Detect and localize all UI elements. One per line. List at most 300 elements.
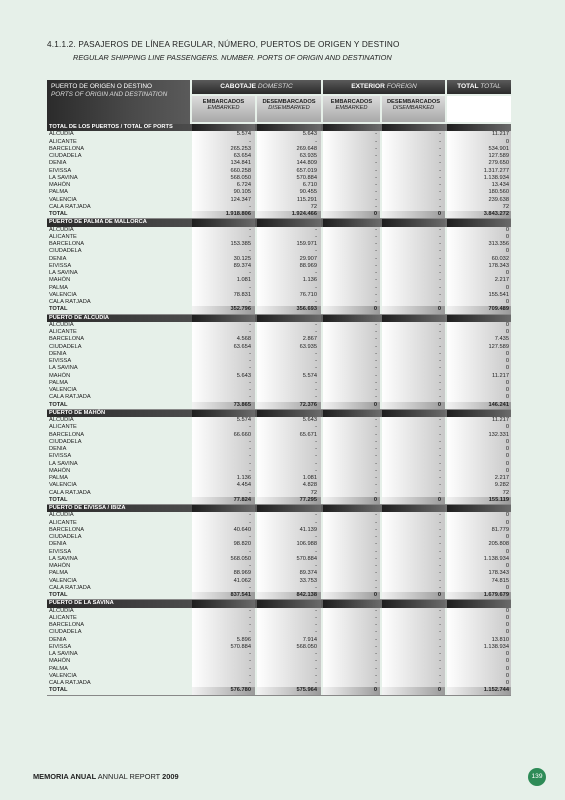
value-cell: - [315, 321, 317, 328]
table-row [47, 520, 511, 527]
value-cell: - [375, 343, 377, 350]
port-name: LA SAVINA [49, 651, 78, 657]
table-header [47, 80, 511, 124]
value-cell: - [249, 284, 251, 291]
port-name: CALA RATJADA [49, 299, 91, 305]
value-cell: - [375, 387, 377, 393]
total-label: TOTAL [49, 401, 68, 408]
value-cell: 0 [505, 534, 509, 540]
value-cell: - [315, 622, 317, 628]
value-cell: 178.343 [488, 262, 509, 269]
section-cell-background [257, 505, 321, 512]
value-cell: 81.779 [491, 526, 509, 533]
value-cell: 2.867 [302, 336, 317, 343]
value-cell: 13.810 [491, 636, 509, 643]
value-cell: 279.650 [488, 160, 509, 167]
value-cell: - [439, 607, 441, 614]
value-cell: 4.454 [236, 482, 251, 489]
value-cell: 3.843.272 [483, 211, 509, 217]
value-cell: 6.724 [236, 182, 251, 188]
port-name: CALA RATJADA [49, 203, 91, 210]
value-cell: - [249, 350, 251, 357]
section-header-row [47, 505, 511, 512]
value-cell: - [375, 379, 377, 386]
value-cell: - [439, 350, 441, 357]
value-cell: 2.217 [494, 277, 509, 284]
section-cell-background [192, 410, 255, 417]
table-row [47, 256, 511, 263]
value-cell: - [375, 453, 377, 460]
port-name: PALMA [49, 570, 68, 577]
value-cell: - [315, 233, 317, 240]
page-title: 4.1.1.2. PASAJEROS DE LÍNEA REGULAR, NÚMERO, PUERTOS DE ORIGEN Y DESTINO [47, 40, 400, 49]
section-cell-background [447, 410, 511, 417]
value-cell: 144.809 [296, 160, 317, 167]
value-cell: 0 [505, 512, 509, 519]
total-label: TOTAL [49, 211, 68, 217]
value-cell: - [439, 548, 441, 555]
value-cell: - [375, 277, 377, 284]
value-cell: 11.217 [492, 417, 509, 423]
value-cell: 76.710 [299, 291, 317, 298]
value-cell: 63.935 [299, 153, 317, 159]
table-row [47, 446, 511, 453]
value-cell: - [249, 365, 251, 372]
value-cell: 90.105 [233, 189, 251, 196]
port-name: MAHÓN [49, 563, 71, 569]
value-cell: 0 [505, 358, 509, 364]
total-label: TOTAL [457, 83, 479, 90]
value-cell: 146.241 [488, 401, 509, 408]
value-cell: - [439, 417, 441, 423]
cabotaje-label: CABOTAJE [220, 83, 257, 90]
value-cell: - [439, 343, 441, 350]
value-cell: 153.385 [230, 241, 251, 247]
table-row [47, 277, 511, 284]
value-cell: 127.589 [488, 153, 509, 159]
table-row [47, 299, 511, 306]
port-name: PALMA [49, 189, 68, 196]
footer-bold: MEMORIA ANUAL [33, 772, 97, 781]
port-name: ALCUDIA [49, 607, 74, 614]
value-cell: 72 [502, 203, 509, 210]
value-cell: 124.347 [230, 196, 251, 203]
value-cell: - [439, 262, 441, 269]
value-cell: - [375, 365, 377, 372]
table-row [47, 322, 511, 329]
table-row [47, 285, 511, 292]
value-cell: 0 [505, 350, 509, 357]
table-row [47, 644, 511, 651]
port-name: PALMA [49, 284, 68, 291]
section-cell-background [323, 600, 380, 607]
value-cell: 78.831 [233, 291, 251, 298]
port-name: ALCUDIA [49, 512, 74, 519]
value-cell: 41.062 [233, 577, 251, 584]
table-row [47, 292, 511, 299]
value-cell: 0 [505, 548, 509, 555]
table-row [47, 563, 511, 570]
value-cell: - [375, 233, 377, 240]
value-cell: - [375, 189, 377, 196]
value-cell: - [375, 665, 377, 672]
table-row [47, 365, 511, 372]
value-cell: - [249, 226, 251, 233]
value-cell: 1.918.806 [225, 211, 251, 217]
value-cell: - [439, 233, 441, 240]
table-row [47, 351, 511, 358]
table-row [47, 270, 511, 277]
port-name: MAHÓN [49, 372, 71, 379]
section-cell-background [447, 505, 511, 512]
value-cell: 40.640 [233, 526, 251, 533]
table-row [47, 622, 511, 629]
value-cell: - [439, 394, 441, 401]
section-cell-background [382, 124, 445, 131]
value-cell: 0 [505, 284, 509, 291]
value-cell: 65.671 [299, 431, 317, 438]
table-row [47, 234, 511, 241]
table-total-row [47, 687, 511, 695]
value-cell: 72 [310, 489, 317, 496]
port-name: ALICANTE [49, 614, 77, 621]
port-name: PALMA [49, 379, 68, 386]
value-cell: - [439, 453, 441, 460]
port-name: CIUDADELA [49, 153, 82, 159]
value-cell: 0 [505, 233, 509, 240]
table-row [47, 241, 511, 248]
section-cell-background [447, 315, 511, 322]
value-cell: 534.901 [488, 145, 509, 152]
value-cell: - [439, 131, 441, 138]
value-cell: 0 [373, 496, 377, 503]
port-name: PUERTO DE PALMA DE MALLORCA [49, 219, 147, 226]
value-cell: 5.643 [236, 372, 251, 379]
port-name: MAHÓN [49, 658, 71, 665]
section-header-row [47, 219, 511, 226]
table-row [47, 637, 511, 644]
port-name: LA SAVINA [49, 460, 78, 467]
table-row [47, 204, 511, 211]
value-cell: - [375, 636, 377, 643]
value-cell: - [315, 584, 317, 591]
port-name: PUERTO DE EIVISSA / IBIZA [49, 505, 126, 511]
value-cell: 178.343 [488, 570, 509, 577]
table-body [47, 124, 511, 696]
value-cell: - [375, 555, 377, 562]
table-row [47, 153, 511, 160]
origin-header-label-en: PORTS OF ORIGIN AND DESTINATION [51, 91, 168, 98]
value-cell: 5.643 [302, 131, 317, 138]
value-cell: - [375, 680, 377, 686]
value-cell: 77.295 [299, 496, 317, 503]
section-cell-background [323, 124, 380, 131]
value-cell: - [375, 284, 377, 291]
table-row [47, 439, 511, 446]
value-cell: - [439, 365, 441, 372]
cabotaje-header [192, 80, 321, 94]
value-cell: - [375, 467, 377, 474]
value-cell: - [249, 563, 251, 569]
value-cell: 657.019 [296, 167, 317, 174]
value-cell: 0 [373, 211, 377, 217]
value-cell: - [375, 651, 377, 657]
value-cell: 7.435 [494, 336, 509, 343]
value-cell: - [439, 534, 441, 540]
value-cell: - [375, 548, 377, 555]
value-cell: - [249, 203, 251, 210]
value-cell: - [439, 145, 441, 152]
value-cell: - [439, 182, 441, 188]
value-cell: 0 [505, 394, 509, 401]
value-cell: - [315, 138, 317, 145]
value-cell: - [315, 248, 317, 255]
value-cell: 0 [505, 387, 509, 393]
port-name: PUERTO DE MAHÓN [49, 409, 106, 416]
value-cell: - [375, 262, 377, 269]
table-row [47, 680, 511, 687]
value-cell: 0 [505, 658, 509, 665]
value-cell: 356.693 [296, 306, 317, 313]
value-cell: - [315, 680, 317, 686]
table-row [47, 189, 511, 196]
value-cell: - [249, 665, 251, 672]
value-cell: 0 [373, 306, 377, 313]
port-name: CIUDADELA [49, 629, 82, 636]
port-name: MAHÓN [49, 182, 71, 188]
total-label: TOTAL [49, 306, 68, 313]
section-cell-background [257, 600, 321, 607]
value-cell: - [315, 629, 317, 636]
value-cell: - [439, 329, 441, 335]
value-cell: - [439, 379, 441, 386]
port-name: ALICANTE [49, 138, 77, 145]
section-cell-background [257, 410, 321, 417]
value-cell: 205.808 [488, 541, 509, 548]
total-label: TOTAL [49, 687, 68, 694]
value-cell: 0 [505, 680, 509, 686]
value-cell: 0 [505, 453, 509, 460]
value-cell: 5.896 [236, 636, 251, 643]
table-row [47, 168, 511, 175]
value-cell: - [375, 584, 377, 591]
port-name: LA SAVINA [49, 365, 78, 372]
value-cell: - [439, 658, 441, 665]
value-cell: - [249, 329, 251, 335]
table-row [47, 160, 511, 167]
table-row [47, 482, 511, 489]
section-cell-background [382, 600, 445, 607]
value-cell: 0 [437, 306, 441, 313]
value-cell: - [315, 512, 317, 519]
value-cell: 709.489 [488, 306, 509, 313]
value-cell: - [249, 379, 251, 386]
value-cell: - [375, 526, 377, 533]
value-cell: 0 [373, 401, 377, 408]
table-row [47, 651, 511, 658]
value-cell: 134.841 [230, 160, 251, 167]
value-cell: 0 [437, 401, 441, 408]
cab-embarcados-header: EMBARCADOS EMBARKED [192, 96, 255, 122]
port-name: ALICANTE [49, 329, 77, 335]
value-cell: - [439, 643, 441, 650]
value-cell: - [375, 203, 377, 210]
origin-header-label: PUERTO DE ORIGEN O DESTINO [51, 83, 152, 90]
value-cell: 0 [505, 226, 509, 233]
section-cell-background [447, 124, 511, 131]
exterior-label-en: FOREIGN [386, 83, 417, 90]
value-cell: 115.291 [296, 196, 317, 203]
value-cell: 6.710 [302, 182, 317, 188]
value-cell: - [315, 350, 317, 357]
value-cell: - [249, 512, 251, 519]
value-cell: - [439, 424, 441, 431]
value-cell: - [315, 270, 317, 276]
port-name: EIVISSA [49, 262, 72, 269]
port-name: CALA RATJADA [49, 680, 91, 686]
value-cell: 127.589 [488, 343, 509, 350]
value-cell: - [315, 460, 317, 467]
table-row [47, 608, 511, 615]
value-cell: - [375, 138, 377, 145]
port-name: ALCUDIA [49, 321, 74, 328]
table-row [47, 248, 511, 255]
section-cell-background [382, 219, 445, 226]
port-name: EIVISSA [49, 453, 72, 460]
value-cell: - [375, 643, 377, 650]
port-name: EIVISSA [49, 358, 72, 364]
port-name: BARCELONA [49, 241, 85, 247]
table-row [47, 475, 511, 482]
value-cell: - [375, 629, 377, 636]
table-row [47, 380, 511, 387]
value-cell: - [439, 526, 441, 533]
value-cell: 0 [505, 438, 509, 445]
port-name: LA SAVINA [49, 270, 78, 276]
value-cell: - [249, 489, 251, 496]
value-cell: - [315, 665, 317, 672]
value-cell: 11.217 [492, 372, 509, 379]
value-cell: 41.139 [299, 526, 317, 533]
value-cell: - [315, 651, 317, 657]
table-row [47, 673, 511, 680]
value-cell: - [375, 174, 377, 181]
value-cell: 180.560 [488, 189, 509, 196]
value-cell: - [249, 233, 251, 240]
value-cell: 0 [505, 379, 509, 386]
value-cell: - [439, 431, 441, 438]
section-header-row [47, 315, 511, 322]
value-cell: 0 [505, 248, 509, 255]
value-cell: - [375, 541, 377, 548]
table-row [47, 666, 511, 673]
section-cell-background [323, 315, 380, 322]
port-name: MAHÓN [49, 467, 71, 474]
value-cell: - [439, 614, 441, 621]
table-row [47, 570, 511, 577]
port-name: LA SAVINA [49, 555, 78, 562]
table-row [47, 329, 511, 336]
value-cell: - [375, 519, 377, 526]
value-cell: 66.660 [233, 431, 251, 438]
value-cell: - [439, 541, 441, 548]
value-cell: 0 [505, 424, 509, 431]
value-cell: 89.374 [299, 570, 317, 577]
section-header-row [47, 600, 511, 607]
section-cell-background [257, 315, 321, 322]
value-cell: - [439, 138, 441, 145]
table-row [47, 512, 511, 519]
value-cell: - [249, 424, 251, 431]
table-row [47, 336, 511, 343]
section-cell-background [192, 600, 255, 607]
value-cell: 570.884 [296, 555, 317, 562]
port-name: CIUDADELA [49, 248, 82, 255]
table-total-row [47, 402, 511, 410]
section-cell-background [257, 219, 321, 226]
value-cell: 9.282 [494, 482, 509, 489]
value-cell: 0 [437, 211, 441, 217]
value-cell: - [439, 299, 441, 305]
value-cell: 33.753 [299, 577, 317, 584]
port-name: BARCELONA [49, 336, 85, 343]
value-cell: - [249, 460, 251, 467]
value-cell: - [249, 584, 251, 591]
value-cell: 0 [505, 138, 509, 145]
port-name: BARCELONA [49, 145, 85, 152]
value-cell: - [439, 189, 441, 196]
table-row [47, 468, 511, 475]
value-cell: 13.434 [491, 182, 509, 188]
value-cell: - [375, 475, 377, 481]
port-name: ALCUDIA [49, 417, 74, 423]
table-row [47, 453, 511, 460]
value-cell: - [249, 138, 251, 145]
value-cell: - [439, 284, 441, 291]
table-row [47, 629, 511, 636]
value-cell: - [315, 658, 317, 665]
value-cell: - [315, 284, 317, 291]
value-cell: - [375, 489, 377, 496]
value-cell: - [249, 519, 251, 526]
table-row [47, 615, 511, 622]
value-cell: - [315, 453, 317, 460]
port-name: CALA RATJADA [49, 394, 91, 401]
total-header [447, 80, 511, 94]
value-cell: - [439, 153, 441, 159]
value-cell: - [375, 534, 377, 540]
value-cell: 73.865 [233, 401, 251, 408]
port-name: DENIA [49, 350, 67, 357]
value-cell: 568.050 [296, 643, 317, 650]
table-total-row [47, 306, 511, 314]
value-cell: - [375, 482, 377, 489]
table-total-row [47, 211, 511, 219]
port-name: VALENCIA [49, 577, 77, 584]
value-cell: 0 [373, 687, 377, 694]
value-cell: - [375, 672, 377, 679]
value-cell: - [439, 467, 441, 474]
value-cell: - [249, 299, 251, 305]
value-cell: 0 [505, 629, 509, 636]
value-cell: 269.648 [296, 145, 317, 152]
value-cell: - [375, 321, 377, 328]
value-cell: - [315, 329, 317, 335]
value-cell: - [249, 548, 251, 555]
value-cell: - [439, 372, 441, 379]
value-cell: - [315, 365, 317, 372]
footer [33, 772, 179, 781]
